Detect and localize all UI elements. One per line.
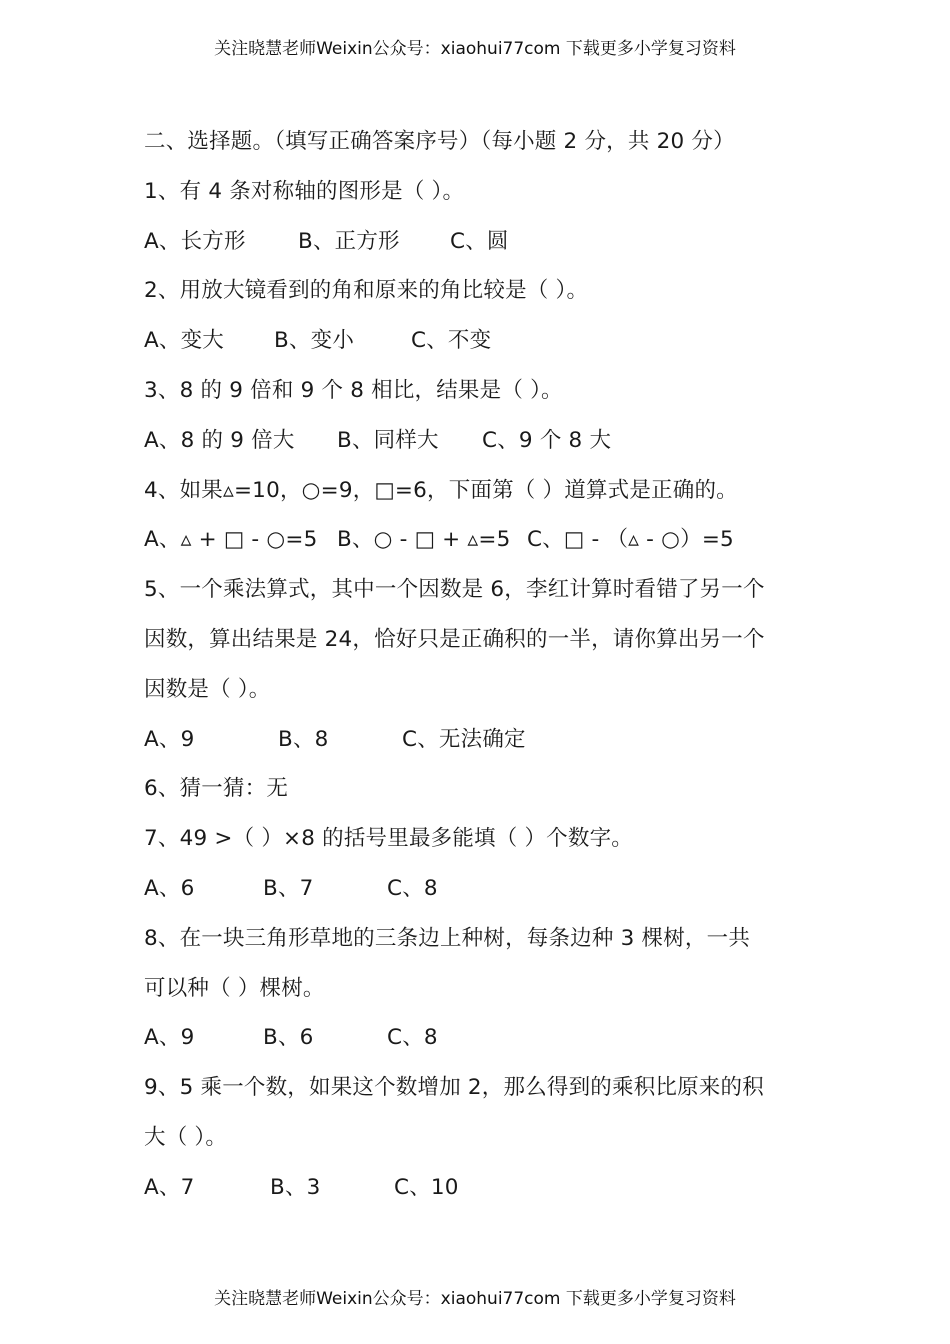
options-row <box>144 720 824 770</box>
question-4 <box>144 471 824 571</box>
option-c: C、8 <box>387 875 438 901</box>
options-row <box>144 520 824 570</box>
option-c: C、10 <box>394 1174 459 1200</box>
option-c: C、不变 <box>411 328 492 354</box>
option-b: B、3 <box>270 1174 321 1200</box>
option-b: B、同样大 <box>337 427 439 453</box>
question-text: 1、有 4 条对称轴的图形是（ ）。 <box>144 178 465 204</box>
options-row <box>144 1018 824 1068</box>
option-b: B、○ - □ + ▵=5 <box>337 527 511 553</box>
option-b: B、正方形 <box>298 228 400 254</box>
question-text: 可以种（ ）棵树。 <box>144 975 325 1001</box>
question-text: 3、8 的 9 倍和 9 个 8 相比，结果是（ ）。 <box>144 377 563 403</box>
option-a: A、变大 <box>144 328 225 354</box>
question-text: 因数，算出结果是 24，恰好只是正确积的一半，请你算出另一个 <box>144 626 765 652</box>
question-2 <box>144 271 824 371</box>
options-row <box>144 421 824 471</box>
question-5 <box>144 570 824 769</box>
options-row <box>144 222 824 272</box>
option-b: B、7 <box>263 875 314 901</box>
page-footer-watermark: 关注晓慧老师Weixin公众号：xiaohui77com 下载更多小学复习资料 <box>214 1289 736 1309</box>
question-text: 因数是（ ）。 <box>144 676 271 702</box>
option-b: B、6 <box>263 1025 314 1051</box>
option-b: B、8 <box>278 726 329 752</box>
options-row <box>144 869 824 919</box>
question-9 <box>144 1068 824 1217</box>
question-text: 8、在一块三角形草地的三条边上种树，每条边种 3 棵树，一共 <box>144 925 751 951</box>
question-text: 大（ ）。 <box>144 1124 228 1150</box>
option-c: C、无法确定 <box>402 726 526 752</box>
option-a: A、9 <box>144 726 195 752</box>
question-text: 2、用放大镜看到的角和原来的角比较是（ ）。 <box>144 278 589 304</box>
question-text: 7、49 >（ ）×8 的括号里最多能填（ ）个数字。 <box>144 826 633 852</box>
options-row <box>144 321 824 371</box>
option-a: A、▵ + □ - ○=5 <box>144 527 318 553</box>
option-a: A、长方形 <box>144 228 246 254</box>
option-a: A、7 <box>144 1174 195 1200</box>
option-a: A、8 的 9 倍大 <box>144 427 295 453</box>
question-8 <box>144 919 824 1068</box>
question-text: 9、5 乘一个数，如果这个数增加 2，那么得到的乘积比原来的积 <box>144 1075 764 1101</box>
option-c: C、圆 <box>450 228 509 254</box>
section-title: 二、选择题。（填写正确答案序号）（每小题 2 分，共 20 分） <box>144 129 735 154</box>
question-section <box>144 122 824 1218</box>
option-c: C、8 <box>387 1025 438 1051</box>
question-text: 5、一个乘法算式，其中一个因数是 6，李红计算时看错了另一个 <box>144 577 765 603</box>
option-b: B、变小 <box>274 328 355 354</box>
option-a: A、9 <box>144 1025 195 1051</box>
question-6 <box>144 769 824 819</box>
question-text: 4、如果▵=10，○=9，□=6，下面第（ ）道算式是正确的。 <box>144 477 738 503</box>
options-row <box>144 1168 824 1218</box>
page-header-watermark: 关注晓慧老师Weixin公众号：xiaohui77com 下载更多小学复习资料 <box>214 39 736 59</box>
option-c: C、9 个 8 大 <box>482 427 612 453</box>
option-c: C、□ - （▵ - ○）=5 <box>527 527 734 553</box>
question-3 <box>144 371 824 471</box>
question-1 <box>144 172 824 272</box>
option-a: A、6 <box>144 875 195 901</box>
question-7 <box>144 819 824 919</box>
question-text: 6、猜一猜：无 <box>144 776 289 802</box>
